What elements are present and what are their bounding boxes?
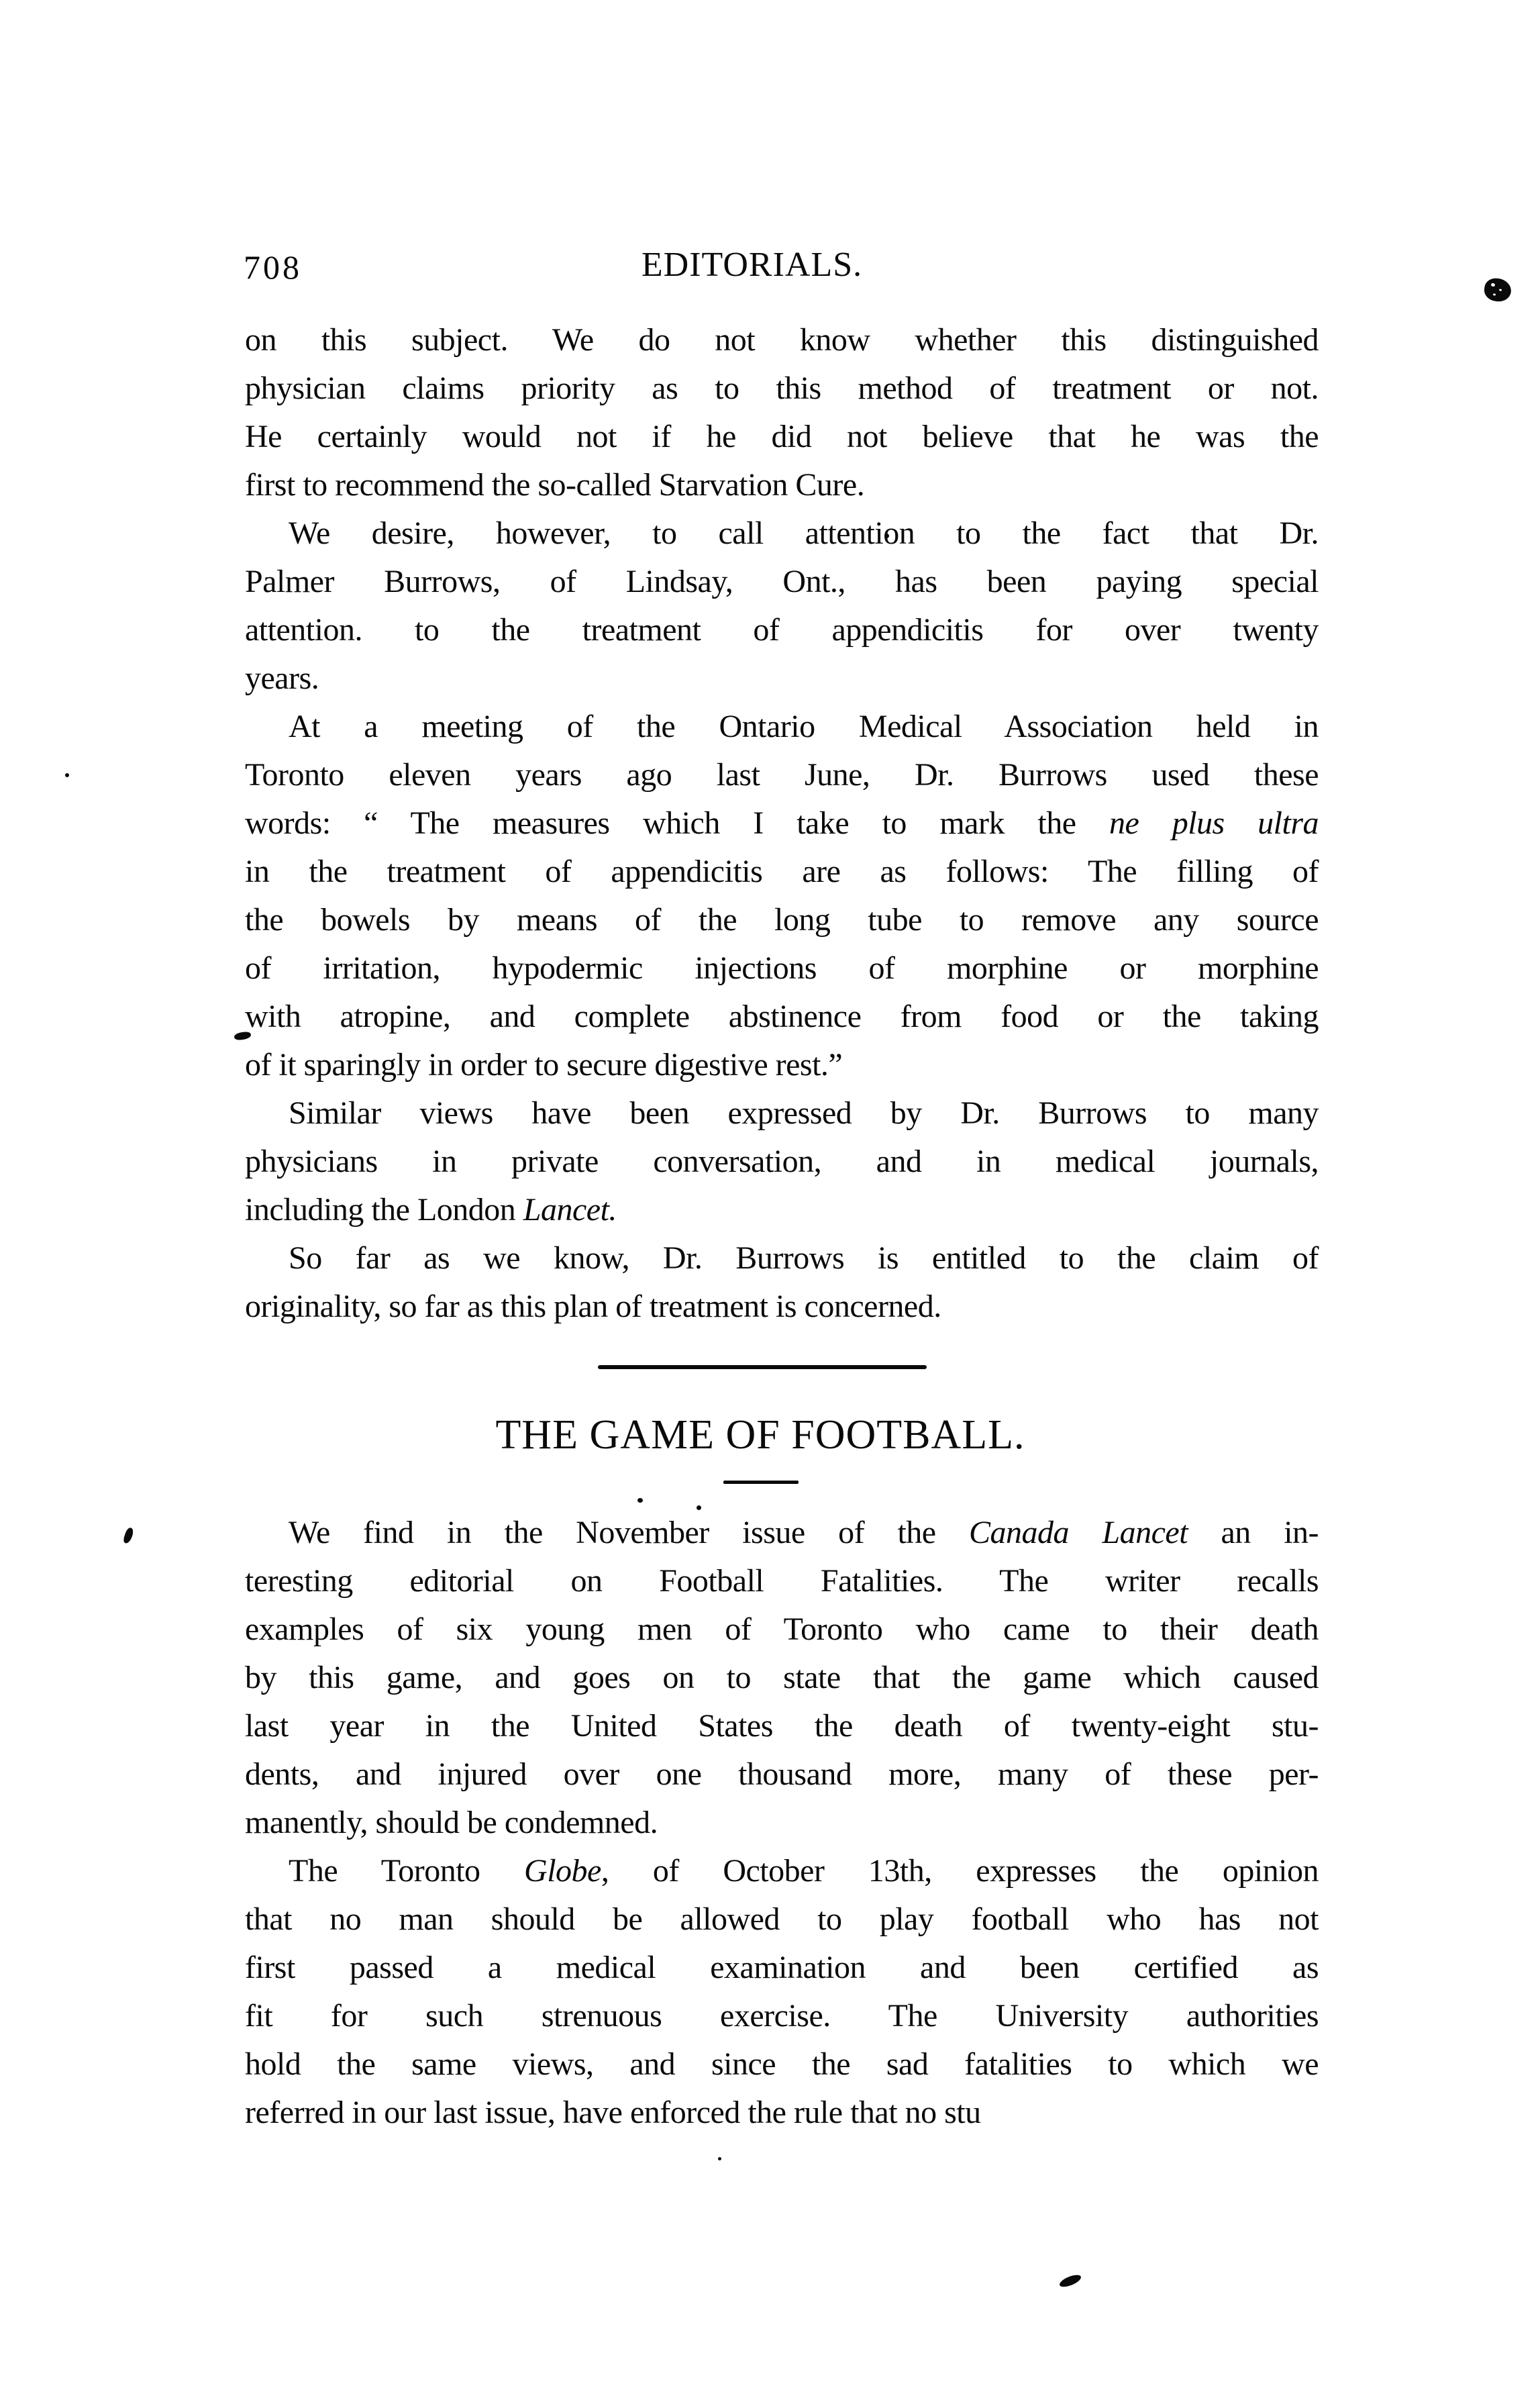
text-line xyxy=(245,751,1319,799)
text-line xyxy=(245,316,1319,364)
section-divider-rule xyxy=(598,1365,927,1369)
text-line xyxy=(245,413,1319,461)
page-number: 708 xyxy=(244,248,302,286)
text-run: We find in the November issue of the xyxy=(289,1515,970,1550)
text-line xyxy=(245,1283,1319,1331)
text-run: teresting editorial on Football Fatalities. The writer recalls xyxy=(245,1563,1319,1599)
text-line xyxy=(245,1509,1319,1557)
text-line xyxy=(245,1799,1319,1847)
text-run: referred in our last issue, have enforced the rule that no stu xyxy=(245,2095,981,2130)
italic-text-run: Canada Lancet xyxy=(969,1515,1188,1550)
text-run: words: “ The measures which I take to mark the xyxy=(245,805,1109,841)
text-run: by this game, and goes on to state that the game which caused xyxy=(245,1660,1319,1695)
text-line xyxy=(245,364,1319,413)
text-run: with atropine, and complete abstinence from food or the taking xyxy=(245,999,1319,1034)
text-run: He certainly would not if he did not believe that he was the xyxy=(245,419,1319,454)
text-run: hold the same views, and since the sad fatalities to which we xyxy=(245,2046,1319,2082)
text-run: Toronto eleven years ago last June, Dr. Burrows used these xyxy=(245,757,1319,793)
italic-text-run: Globe xyxy=(524,1853,601,1889)
text-run: examples of six young men of Toronto who came to their death xyxy=(245,1611,1319,1647)
text-run: including the London xyxy=(245,1192,523,1228)
text-run: an in- xyxy=(1188,1515,1319,1550)
text-run: fit for such strenuous exercise. The University authorities xyxy=(245,1998,1319,2034)
heading-divider-rule xyxy=(723,1481,799,1484)
text-line xyxy=(245,2089,1319,2137)
text-run: manently, should be condemned. xyxy=(245,1805,658,1840)
text-run: Similar views have been expressed by Dr. Burrows to many xyxy=(289,1095,1319,1131)
article-football xyxy=(245,1411,1319,2137)
text-run: physician claims priority as to this method of treatment or not. xyxy=(245,370,1319,406)
text-run: physicians in private conversation, and in medical journals, xyxy=(245,1144,1319,1179)
text-line xyxy=(245,1992,1319,2040)
text-line xyxy=(245,799,1319,848)
ink-speck xyxy=(718,2157,721,2160)
text-run: first to recommend the so-called Starvation Cure. xyxy=(245,467,865,503)
article-title: THE GAME OF FOOTBALL. xyxy=(495,1412,1025,1458)
text-line xyxy=(245,1895,1319,1944)
text-line xyxy=(245,848,1319,896)
text-run: We desire, however, to call attention to the fact that Dr. xyxy=(289,515,1319,551)
text-line xyxy=(245,2040,1319,2089)
text-line xyxy=(245,1654,1319,1702)
text-run: years. xyxy=(245,660,319,696)
text-line xyxy=(245,896,1319,944)
text-line xyxy=(245,1944,1319,1992)
text-run: the bowels by means of the long tube to remove any source xyxy=(245,902,1319,938)
text-run: of irritation, hypodermic injections of morphine or morphine xyxy=(245,950,1319,986)
text-line xyxy=(245,1186,1319,1234)
text-line xyxy=(245,1557,1319,1605)
page-header xyxy=(0,245,1540,292)
text-line xyxy=(245,993,1319,1041)
text-line xyxy=(245,1041,1319,1089)
text-line xyxy=(245,1234,1319,1283)
text-run: on this subject. We do not know whether this distinguished xyxy=(245,322,1319,358)
text-line xyxy=(245,1847,1319,1895)
text-run: Palmer Burrows, of Lindsay, Ont., has been paying special xyxy=(245,564,1319,599)
text-run: attention. to the treatment of appendicitis for over twenty xyxy=(245,612,1319,648)
text-run: dents, and injured over one thousand more, many of these per- xyxy=(245,1756,1319,1792)
page-body xyxy=(245,316,1319,2137)
text-run: last year in the United States the death of twenty-eight stu- xyxy=(245,1708,1319,1744)
text-line xyxy=(245,606,1319,654)
article-paragraphs xyxy=(245,316,1319,1331)
paragraph xyxy=(245,1234,1319,1331)
text-line xyxy=(245,703,1319,751)
text-line xyxy=(245,1089,1319,1138)
paragraph xyxy=(245,1509,1319,1847)
text-line xyxy=(245,509,1319,558)
paragraph xyxy=(245,509,1319,703)
text-line xyxy=(245,1138,1319,1186)
paragraph xyxy=(245,703,1319,1089)
paragraph xyxy=(245,1847,1319,2137)
ink-tick xyxy=(123,1527,135,1544)
running-head-title: EDITORIALS. xyxy=(641,246,863,284)
ink-speck xyxy=(65,773,69,777)
text-run: originality, so far as this plan of treatment is concerned. xyxy=(245,1289,941,1324)
text-run: At a meeting of the Ontario Medical Association held in xyxy=(289,709,1319,744)
text-line xyxy=(245,1702,1319,1750)
text-run: in the treatment of appendicitis are as follows: The filling of xyxy=(245,854,1319,889)
text-line xyxy=(245,461,1319,509)
text-run: first passed a medical examination and been certified as xyxy=(245,1950,1319,1985)
text-run: , of October 13th, expresses the opinion xyxy=(601,1853,1319,1889)
ink-smudge xyxy=(1058,2273,1082,2289)
article-paragraphs xyxy=(245,1509,1319,2137)
paragraph xyxy=(245,1089,1319,1234)
text-line xyxy=(245,944,1319,993)
italic-text-run: Lancet. xyxy=(523,1192,617,1228)
text-line xyxy=(245,558,1319,606)
text-run: of it sparingly in order to secure digestive rest.” xyxy=(245,1047,843,1083)
article-appendicitis xyxy=(245,316,1319,1331)
italic-text-run: ne plus ultra xyxy=(1109,805,1319,841)
text-run: So far as we know, Dr. Burrows is entitled to the claim of xyxy=(289,1240,1319,1276)
text-line xyxy=(245,1750,1319,1799)
text-run: The Toronto xyxy=(289,1853,525,1889)
text-line xyxy=(245,654,1319,703)
text-run: that no man should be allowed to play football who has not xyxy=(245,1901,1319,1937)
text-line xyxy=(245,1605,1319,1654)
paragraph xyxy=(245,316,1319,509)
